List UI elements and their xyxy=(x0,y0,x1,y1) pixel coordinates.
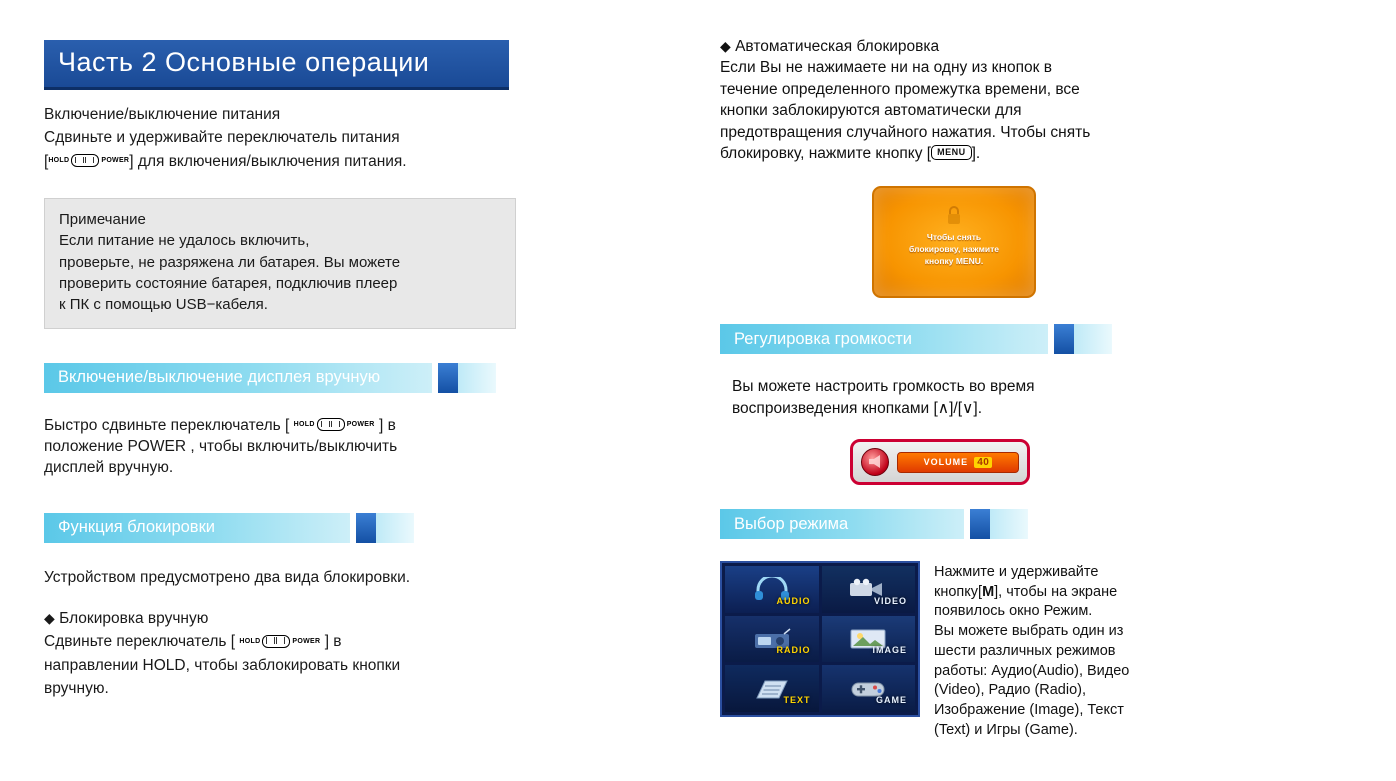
auto-lock-title: Автоматическая блокировка xyxy=(735,38,940,55)
mode-desc-line-3: появилось окно Режим. xyxy=(934,603,1093,620)
note-line-1: Если питание не удалось включить, xyxy=(59,232,310,250)
switch-power-label-3: POWER xyxy=(292,637,321,645)
manual-lock-line-3: вручную. xyxy=(44,680,109,698)
power-line-1: Сдвиньте и удерживайте переключатель питания xyxy=(44,129,400,147)
manual-lock-title-row xyxy=(44,608,700,629)
display-line-1 xyxy=(44,415,700,436)
mode-label-image: IMAGE xyxy=(872,645,907,656)
power-heading: Включение/выключение питания xyxy=(44,106,281,123)
power-line-2 xyxy=(44,151,700,172)
mode-desc-line-8: Изображение (Image), Текст xyxy=(934,702,1124,719)
note-box xyxy=(44,198,516,328)
section-header-display xyxy=(44,363,700,393)
mode-desc-line-1: Нажмите и удерживайте xyxy=(934,564,1099,580)
bracket-open-2: [ xyxy=(926,144,932,162)
part-title-banner: Часть 2 Основные операции xyxy=(44,40,509,90)
volume-bar xyxy=(897,452,1019,473)
display-line-1-prefix: Быстро сдвиньте переключатель [ xyxy=(44,416,290,434)
switch-hold-label-2: HOLD xyxy=(293,420,315,428)
mode-cell-text xyxy=(725,665,819,712)
mode-desc-line-2 xyxy=(934,583,1129,603)
mode-key-m: M xyxy=(982,583,995,600)
manual-lock-line-1 xyxy=(44,631,700,652)
manual-lock-line-1-suffix: ] в xyxy=(324,633,342,651)
auto-lock-screen-text xyxy=(909,231,999,268)
header-square-cyan-4 xyxy=(990,509,1028,539)
menu-key-icon: MENU xyxy=(931,145,972,160)
switch-power-label: POWER xyxy=(101,156,130,164)
bracket-open: [ xyxy=(44,152,49,170)
hold-power-switch-icon xyxy=(48,154,129,167)
display-section-body xyxy=(44,415,700,479)
switch-slider-icon-2 xyxy=(317,418,345,431)
volume-value: 40 xyxy=(974,457,992,468)
mode-cell-image xyxy=(822,616,916,663)
auto-lock-title-row xyxy=(720,36,1396,57)
hold-power-switch-icon-3 xyxy=(239,635,320,648)
mode-desc-line-6: работы: Аудио(Audio), Видео xyxy=(934,662,1130,679)
mode-cell-audio xyxy=(725,566,819,613)
section-header-lock xyxy=(44,513,700,543)
header-square-blue-2 xyxy=(356,513,376,543)
mode-desc-line-5: шести различных режимов xyxy=(934,642,1116,659)
lock-icon xyxy=(946,205,962,225)
mode-section-body xyxy=(720,561,1396,740)
auto-lock-screen-illustration xyxy=(872,186,1036,298)
header-square-blue-3 xyxy=(1054,324,1074,354)
lock-intro: Устройством предусмотрено два вида блокировки. xyxy=(44,568,411,586)
diamond-bullet-icon-2: ◆ xyxy=(720,38,731,54)
mode-desc-line-4: Вы можете выбрать один из xyxy=(934,623,1124,640)
header-square-cyan-3 xyxy=(1074,324,1112,354)
switch-power-label-2: POWER xyxy=(346,420,375,428)
note-title: Примечание xyxy=(59,211,146,229)
mode-description xyxy=(934,561,1129,740)
mode-desc-line-2-suffix: ], чтобы на экране xyxy=(994,583,1118,600)
section-header-display-label: Включение/выключение дисплея вручную xyxy=(44,363,432,393)
manual-lock-line-1-prefix: Сдвиньте переключатель [ xyxy=(44,633,236,651)
auto-lock-line-4: предотвращения случайного нажатия. Чтобы снять xyxy=(720,123,1091,141)
header-square-blue xyxy=(438,363,458,393)
section-header-lock-label: Функция блокировки xyxy=(44,513,350,543)
mode-label-radio: RADIO xyxy=(776,645,811,656)
volume-line-1: Вы можете настроить громкость во время xyxy=(732,378,1035,396)
bracket-close-2: ] xyxy=(971,144,976,162)
mode-label-audio: AUDIO xyxy=(776,595,811,606)
diamond-bullet-icon: ◆ xyxy=(44,610,55,627)
note-line-2: проверьте, не разряжена ли батарея. Вы можете xyxy=(59,253,401,271)
mode-desc-line-2-prefix: кнопку[ xyxy=(934,583,983,600)
switch-hold-label: HOLD xyxy=(48,156,70,164)
switch-slider-icon xyxy=(71,154,99,167)
power-line-2-suffix: ] для включения/выключения питания. xyxy=(129,152,407,170)
mode-label-video: VIDEO xyxy=(873,595,907,606)
header-square-cyan-2 xyxy=(376,513,414,543)
mode-desc-line-7: (Video), Радио (Radio), xyxy=(934,682,1087,699)
header-square-blue-4 xyxy=(970,509,990,539)
auto-lock-line-5 xyxy=(720,143,1396,164)
auto-lock-line-5-suffix: . xyxy=(975,144,981,162)
switch-hold-label-3: HOLD xyxy=(239,637,261,645)
section-header-volume xyxy=(720,324,1396,354)
auto-lock-line-2: течение определенного промежутка времени, все xyxy=(720,80,1080,98)
mode-label-game: GAME xyxy=(876,695,907,705)
section-header-mode xyxy=(720,509,1396,539)
note-line-3: проверить состояние батарея, подключив плеер xyxy=(59,275,398,293)
manual-lock-title: Блокировка вручную xyxy=(59,610,209,628)
display-line-2: положение POWER , чтобы включить/выключить xyxy=(44,437,398,455)
manual-lock-line-2: направлении HOLD, чтобы заблокировать кнопки xyxy=(44,656,401,674)
speaker-icon xyxy=(861,448,889,476)
right-column xyxy=(700,0,1396,781)
mode-cell-video xyxy=(822,566,916,613)
switch-slider-icon-3 xyxy=(262,635,290,648)
display-line-3: дисплей вручную. xyxy=(44,459,174,477)
hold-power-switch-icon-2 xyxy=(294,418,375,431)
mode-label-text: TEXT xyxy=(783,695,811,705)
note-line-4: к ПК с помощью USB−кабеля. xyxy=(59,296,268,314)
auto-lock-line-1: Если Вы не нажимаете ни на одну из кнопок в xyxy=(720,59,1052,77)
section-header-volume-label: Регулировка громкости xyxy=(720,324,1048,354)
display-line-1-suffix: ] в xyxy=(378,416,396,434)
mode-grid-screen xyxy=(720,561,920,717)
auto-lock-screen-line-3: кнопку MENU. xyxy=(924,256,984,267)
mode-cell-radio xyxy=(725,616,819,663)
mode-desc-line-9: (Text) и Игры (Game). xyxy=(934,721,1078,738)
volume-line-2: воспроизведения кнопками [∧]/[∨]. xyxy=(732,399,982,417)
section-header-mode-label: Выбор режима xyxy=(720,509,964,539)
header-square-cyan xyxy=(458,363,496,393)
volume-section-body xyxy=(720,376,1396,419)
auto-lock-line-5-prefix: блокировку, нажмите кнопку xyxy=(720,144,923,162)
auto-lock-screen-line-1: Чтобы снять xyxy=(926,231,982,242)
mode-cell-game xyxy=(822,665,916,712)
auto-lock-line-3: кнопки заблокируются автоматически для xyxy=(720,102,1022,120)
volume-label: VOLUME xyxy=(923,457,969,467)
auto-lock-screen-line-2: блокировку, нажмите xyxy=(909,244,999,255)
volume-widget-illustration xyxy=(850,439,1030,485)
